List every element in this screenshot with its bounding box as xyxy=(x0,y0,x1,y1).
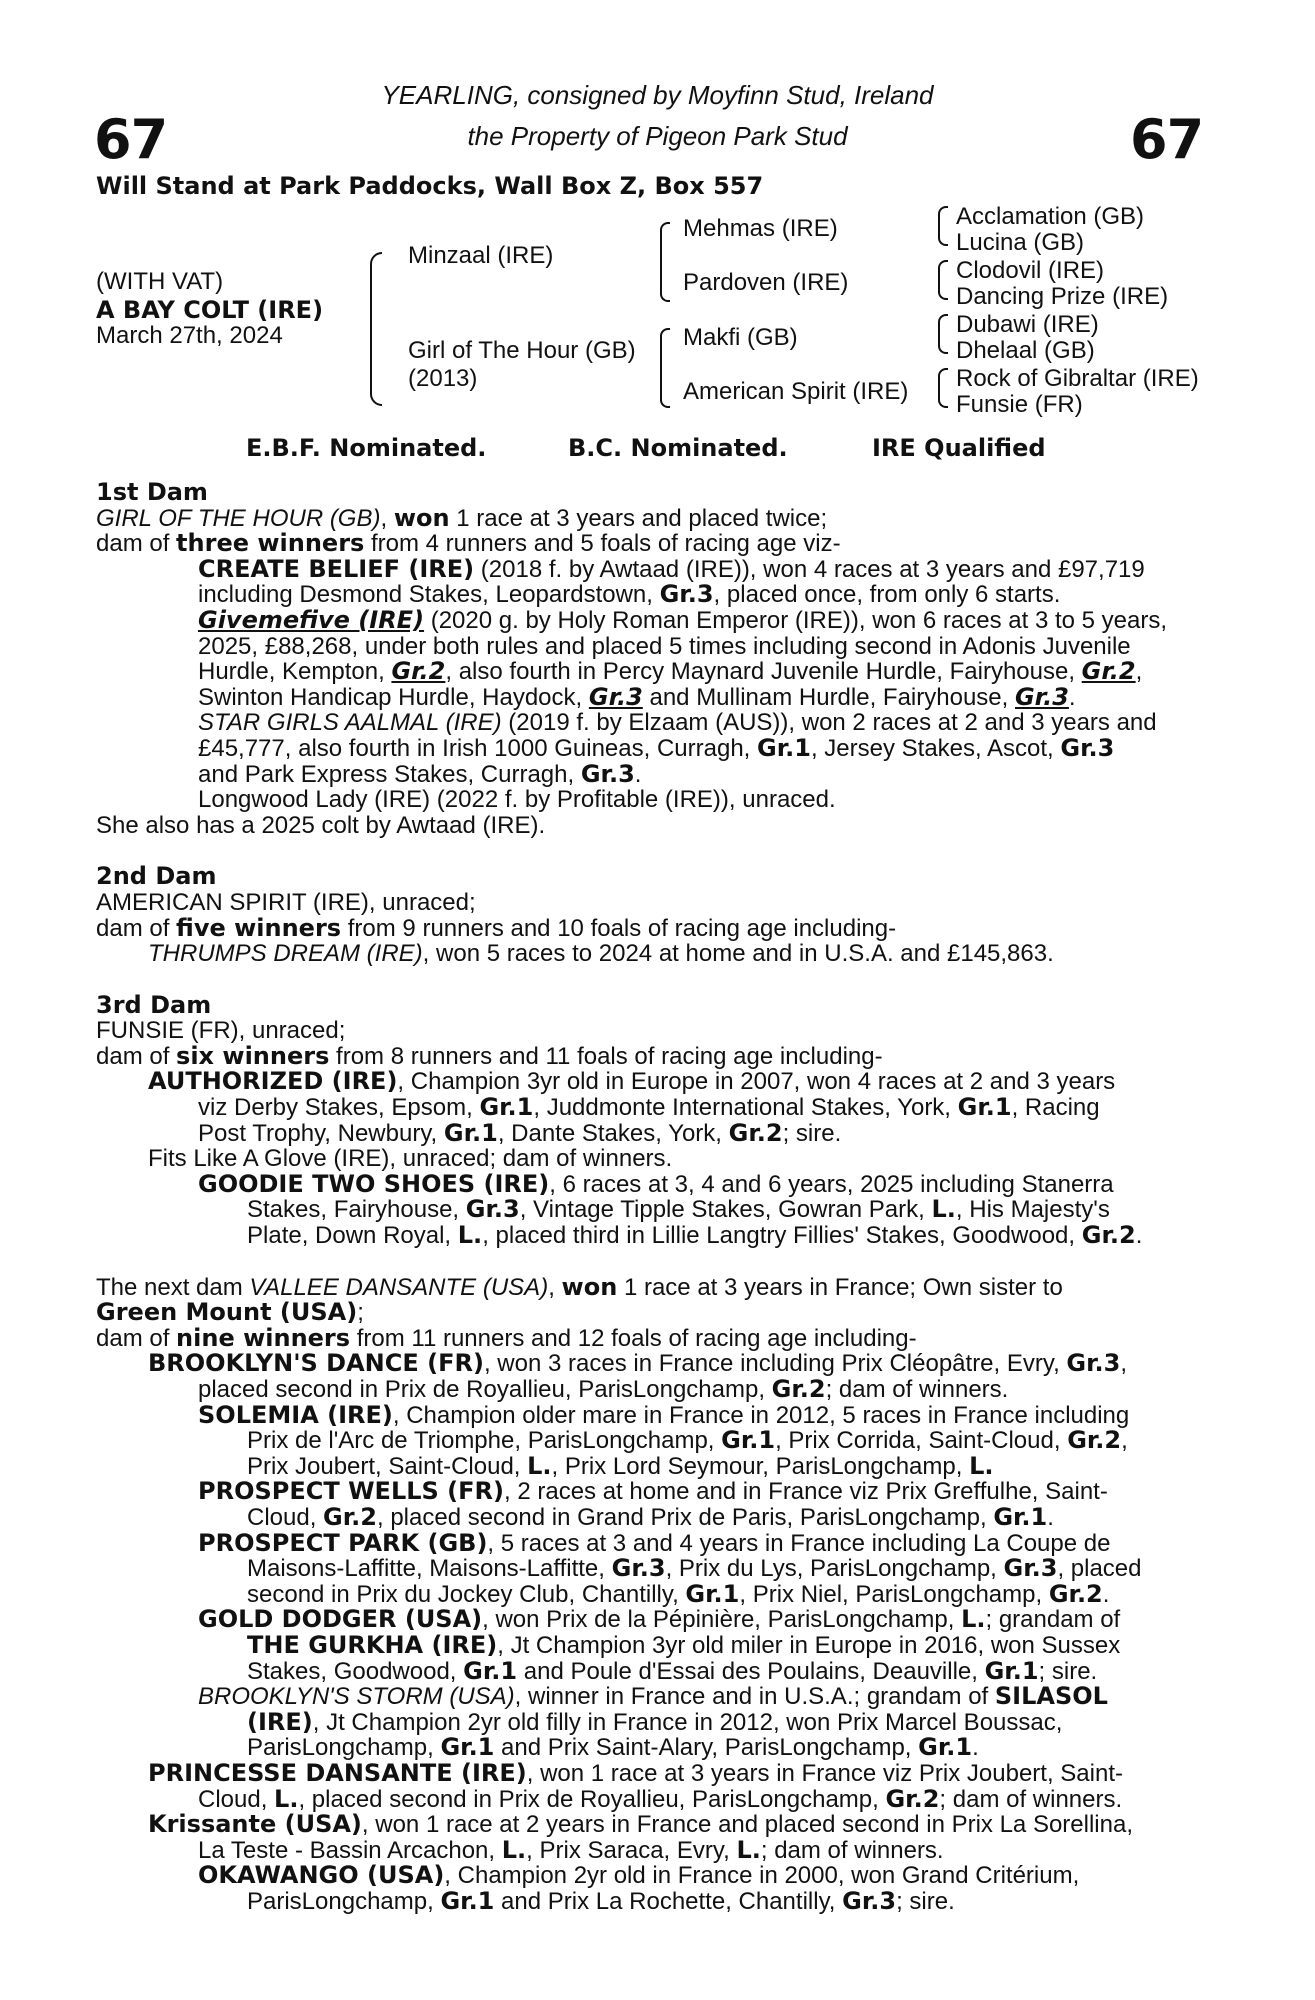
foaling-date: March 27th, 2024 xyxy=(96,322,283,349)
sire-name: Minzaal (IRE) xyxy=(408,242,554,269)
goodie-two-shoes: GOODIE TWO SHOES (IRE), 6 races at 3, 4 and 6 years, 2025 including Stanerra xyxy=(198,1169,1114,1198)
third-dam-heading: 3rd Dam xyxy=(96,990,212,1019)
also-has: She also has a 2025 colt by Awtaad (IRE). xyxy=(96,811,546,839)
longwood-lady: Longwood Lady (IRE) (2022 f. by Profitable (IRE)), unraced. xyxy=(198,786,836,814)
first-dam-heading: 1st Dam xyxy=(96,478,208,506)
lot-number-right: 67 xyxy=(1130,108,1204,171)
silasol: (IRE), Jt Champion 2yr old filly in France in 2012, won Prix Marcel Boussac, xyxy=(247,1707,1063,1736)
dam-year: (2013) xyxy=(408,365,478,392)
ebf-nominated: E.B.F. Nominated. xyxy=(246,434,487,462)
krissante: Krissante (USA), won 1 race at 2 years in France and placed second in Prix La Sorellina, xyxy=(148,1810,1133,1839)
star-girls-aalmal: STAR GIRLS AALMAL (IRE) (2019 f. by Elzaam (AUS)), won 2 races at 2 and 3 years and xyxy=(198,709,1157,737)
givemefive: Givemefive (IRE) (2020 g. by Holy Roman Emperor (IRE)), won 6 races at 3 to 5 years, xyxy=(198,605,1168,634)
brace-g3-1 xyxy=(938,206,948,246)
brace-dam xyxy=(660,328,670,408)
first-dam-line: GIRL OF THE HOUR (GB), won 1 race at 3 years and placed twice; xyxy=(96,503,828,532)
brace-g3-2 xyxy=(938,260,948,300)
the-gurkha: THE GURKHA (IRE), Jt Champion 3yr old miler in Europe in 2016, won Sussex xyxy=(247,1630,1121,1659)
stand-location: Will Stand at Park Paddocks, Wall Box Z, Box 557 xyxy=(96,172,764,200)
okawango: OKAWANGO (USA), Champion 2yr old in France in 2000, won Grand Critérium, xyxy=(198,1861,1080,1890)
brace-main xyxy=(370,252,382,406)
g3-4: Dancing Prize (IRE) xyxy=(956,283,1169,310)
brace-g3-4 xyxy=(938,368,948,408)
g3-6: Dhelaal (GB) xyxy=(956,337,1095,364)
g3-2: Lucina (GB) xyxy=(956,229,1085,256)
lot-title: A BAY COLT (IRE) xyxy=(96,296,324,324)
consignment-line: YEARLING, consigned by Moyfinn Stud, Ireland xyxy=(381,80,934,110)
g3-3: Clodovil (IRE) xyxy=(956,257,1105,284)
next-dam-line: The next dam VALLEE DANSANTE (USA), won 1 race at 3 years in France; Own sister to xyxy=(96,1272,1063,1301)
prospect-park: PROSPECT PARK (GB), 5 races at 3 and 4 years in France including La Coupe de xyxy=(198,1528,1111,1557)
lot-number-left: 67 xyxy=(94,108,168,171)
brace-g3-3 xyxy=(938,314,948,354)
catalogue-body: 1st Dam GIRL OF THE HOUR (GB), won 1 race at 3 years and placed twice; dam of three winners from 4 runners and 5 foals of racing age viz- CREATE BELIEF (IRE) (2018 f. by Awtaad (IRE)), won 4 races at 3 years and £97,719 including Desmond Stakes, Leopardstown, Gr.3, placed once, from only 6 starts. Givemefive (IRE) (2020 g. by Holy Roman Emperor (IRE)), won 6 races at 3 to 5 years, 2025, £88,268, under both rules and placed 5 times including second in Adonis Juvenile Hurdle, Kempton, Gr.2, also fourth in Percy Maynard Juvenile Hurdle, Fairyhouse, Gr.2, Swinton Handicap Hurdle, Haydock, Gr.3 and Mullinam Hurdle, Fairyhouse, Gr.3. STAR GIRLS AALMAL (IRE) (2019 f. by Elzaam (AUS)), won 2 races at 2 and 3 years and £45,777, also fourth in Irish 1000 Guineas, Curragh, Gr.1, Jersey Stakes, Ascot, Gr.3 and Park Express Stakes, Curragh, Gr.3. Longwood Lady (IRE) (2022 f. by Profitable (IRE)), unraced. She also has a 2025 colt by Awtaad (IRE). 2nd Dam AMERICAN SPIRIT (IRE), unraced; dam of five winners from 9 runners and 10 foals of racing age including- THRUMPS DREAM (IRE), won 5 races to 2024 at home and in U.S.A. and £145,863. 3rd Dam FUNSIE (FR), unraced; dam of six winners from 8 runners and 11 foals of racing age including- AUTHORIZED (IRE), Champion 3yr old in Europe in 2007, won 4 races at 2 and 3 years viz Derby Stakes, Epsom, Gr.1, Juddmonte International Stakes, York, Gr.1, Racing Post Trophy, Newbury, Gr.1, Dante Stakes, York, Gr.2; sire. Fits Like A Glove (IRE), unraced; dam of winners. GOODIE TWO SHOES (IRE), 6 races at 3, 4 and 6 years, 2025 including Stanerra Stakes, Fairyhouse, Gr.3, Vintage Tipple Stakes, Gowran Park, L., His Majesty's Plate, Down Royal, L., placed third in Lillie Langtry Fillies' Stakes, Goodwood, Gr.2. The next dam VALLEE DANSANTE (USA), won 1 race at 3 years in France; Own sister to Green Mount (USA); dam of nine winners from 11 runners and 12 foals of racing age including- BROOKLYN'S DANCE (FR), won 3 races in France including Prix Cléopâtre, Evry, Gr.3, placed second in Prix de Royallieu, ParisLongchamp, Gr.2; dam of winners. SOLEMIA (IRE), Champion older mare in France in 2012, 5 races in France including Prix de l'Arc de Triomphe, ParisLongchamp, Gr.1, Prix Corrida, Saint-Cloud, Gr.2, Prix Joubert, Saint-Cloud, L., Prix Lord Seymour, ParisLongchamp, L. PROSPECT WELLS (FR), 2 races at home and in France viz Prix Greffulhe, Saint- Cloud, Gr.2, placed second in Grand Prix de Paris, ParisLongchamp, Gr.1. PROSPECT PARK (GB), 5 races at 3 and 4 years in France including La Coupe de Maisons-Laffitte, Maisons-Laffitte, Gr.3, Prix du Lys, ParisLongchamp, Gr.3, placed second in Prix du Jockey Club, Chantilly, Gr.1, Prix Niel, ParisLongchamp, Gr.2. GOLD DODGER (USA), won Prix de la Pépinière, ParisLongchamp, L.; grandam of THE GURKHA (IRE), Jt Champion 3yr old miler in Europe in 2016, won Sussex Stakes, Goodwood, Gr.1 and Poule d'Essai des Poulains, Deauville, Gr.1; sire. BROOKLYN'S STORM (USA), winner in France and in U.S.A.; grandam of SILASOL (IRE), Jt Champion 2yr old filly in France in 2012, won Prix Marcel Boussac, ParisLongchamp, Gr.1 and Prix Saint-Alary, ParisLongchamp, Gr.1. PRINCESSE DANSANTE (IRE), won 1 race at 3 years in France viz Prix Joubert, Saint- Cloud, L., placed second in Prix de Royallieu, ParisLongchamp, Gr.2; dam of winners. Krissante (USA), won 1 race at 2 years in France and placed second in Prix La Sorellina, La Teste - Bassin Arcachon, L., Prix Saraca, Evry, L.; dam of winners. OKAWANGO (USA), Champion 2yr old in France in 2000, won Grand Critérium, ParisLongchamp, Gr.1 and Prix La Rochette, Chantilly, Gr.3; sire. xyxy=(96,480,1206,1914)
dam-sire: Makfi (GB) xyxy=(683,324,798,351)
property-line: the Property of Pigeon Park Stud xyxy=(467,121,848,151)
brooklyns-storm: BROOKLYN'S STORM (USA), winner in France and in U.S.A.; grandam of SILASOL xyxy=(198,1682,1108,1711)
g3-8: Funsie (FR) xyxy=(956,391,1083,418)
dam-name: Girl of The Hour (GB) xyxy=(408,337,636,364)
authorized: AUTHORIZED (IRE), Champion 3yr old in Europe in 2007, won 4 races at 2 and 3 years xyxy=(148,1067,1116,1096)
sire-sire: Mehmas (IRE) xyxy=(683,215,838,242)
g3-1: Acclamation (GB) xyxy=(956,203,1145,230)
first-dam-produce: dam of three winners from 4 runners and 5 foals of racing age viz- xyxy=(96,529,841,558)
second-dam-line: AMERICAN SPIRIT (IRE), unraced; xyxy=(96,888,476,916)
g3-5: Dubawi (IRE) xyxy=(956,311,1099,338)
create-belief: CREATE BELIEF (IRE) (2018 f. by Awtaad (IRE)), won 4 races at 3 years and £97,719 xyxy=(198,554,1145,583)
bc-nominated: B.C. Nominated. xyxy=(568,434,788,462)
g3-7: Rock of Gibraltar (IRE) xyxy=(956,365,1199,392)
sire-dam: Pardoven (IRE) xyxy=(683,269,849,296)
dam-dam: American Spirit (IRE) xyxy=(683,378,909,405)
gold-dodger: GOLD DODGER (USA), won Prix de la Pépinière, ParisLongchamp, L.; grandam of xyxy=(198,1605,1121,1634)
prospect-wells: PROSPECT WELLS (FR), 2 races at home and in France viz Prix Greffulhe, Saint- xyxy=(198,1477,1108,1506)
vat-note: (WITH VAT) xyxy=(96,268,224,295)
brace-sire xyxy=(660,222,670,302)
thrumps-dream: THRUMPS DREAM (IRE), won 5 races to 2024 at home and in U.S.A. and £145,863. xyxy=(148,940,1054,968)
second-dam-heading: 2nd Dam xyxy=(96,862,217,891)
third-dam-line: FUNSIE (FR), unraced; xyxy=(96,1017,346,1045)
ire-qualified: IRE Qualified xyxy=(872,434,1046,462)
fits-like-a-glove: Fits Like A Glove (IRE), unraced; dam of winners. xyxy=(148,1145,673,1173)
solemia: SOLEMIA (IRE), Champion older mare in France in 2012, 5 races in France including xyxy=(198,1400,1130,1429)
brooklyns-dance: BROOKLYN'S DANCE (FR), won 3 races in France including Prix Cléopâtre, Evry, Gr.3, xyxy=(148,1349,1128,1378)
princesse-dansante: PRINCESSE DANSANTE (IRE), won 1 race at 3 years in France viz Prix Joubert, Saint- xyxy=(148,1758,1123,1787)
